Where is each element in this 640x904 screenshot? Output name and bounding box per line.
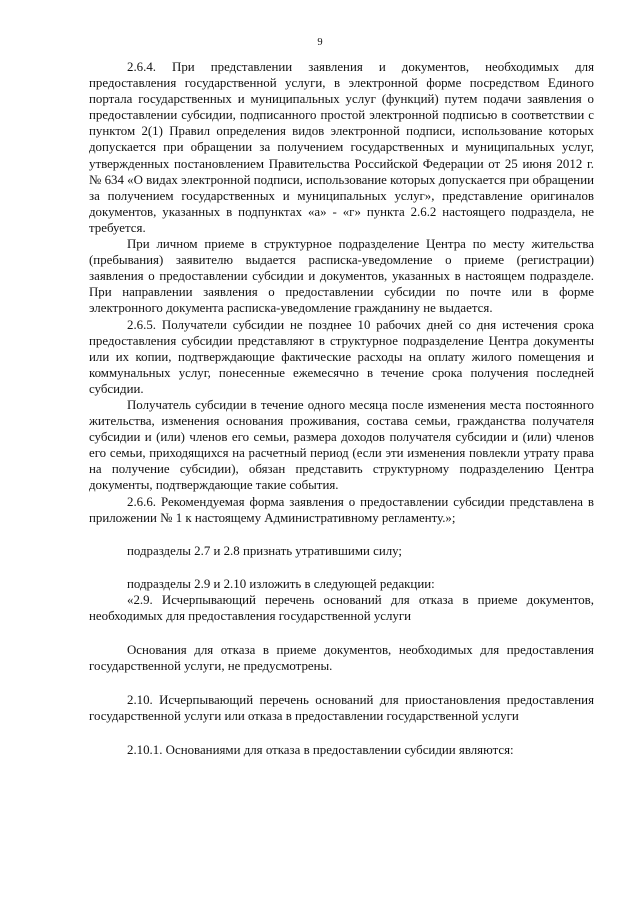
- paragraph-2-6-6: 2.6.6. Рекомендуемая форма заявления о предоставлении субсидии представлена в приложении № 1 к настоящему Административному регламенту.»;: [89, 494, 594, 525]
- paragraph-subsections-2-7-2-8: подразделы 2.7 и 2.8 признать утратившими силу;: [127, 543, 403, 558]
- page-number: 9: [317, 37, 323, 48]
- document-body: [89, 59, 594, 759]
- paragraph-2-6-4: 2.6.4. При представлении заявления и документов, необходимых для предоставления государственной услуги, в электронной форме посредством Единого портала государственных и муниципальных услуг (функций) путем подачи заявления о предоставлении субсидии, подписанного простой электронной подписью в соответствии с пунктом 2(1) Правил определения видов электронной подписи, использование которых допускается при обращении за получением государственных и муниципальных услуг, утвержденных постановлением Правительства Российской Федерации от 25 июня 2012 г. № 634 «О видах электронной подписи, использование которых допускается при обращении за получением государственных и муниципальных услуг», представление оригиналов документов, указанных в подпунктах «а» - «г» пункта 2.6.2 настоящего подраздела, не требуется.: [89, 60, 594, 235]
- paragraph-2-6-5: 2.6.5. Получатели субсидии не позднее 10 рабочих дней со дня истечения срока предоставления субсидии представляют в структурное подразделение Центра документы или их копии, подтверждающие фактические расходы на оплату жилого помещения и коммунальных услуг, понесенные ежемесячно в течение срока получения последней субсидии.: [89, 317, 594, 396]
- heading-2-9: «2.9. Исчерпывающий перечень оснований для отказа в приеме документов, необходимых для предоставления государственной услуги: [89, 592, 594, 623]
- paragraph-2-10-1: 2.10.1. Основаниями для отказа в предоставлении субсидии являются:: [127, 743, 514, 758]
- paragraph-personal-reception: При личном приеме в структурное подразделение Центра по месту жительства (пребывания) заявителю выдается расписка-уведомление о приеме (регистрации) заявления о предоставлении субсидии и документов, указанных в настоящем подразделе. При направлении заявления о предоставлении субсидии по почте или в форме электронного документа расписка-уведомление гражданину не выдается.: [89, 237, 594, 316]
- heading-2-10: 2.10. Исчерпывающий перечень оснований для приостановления предоставления государственной услуги или отказа в предоставлении государственной услуги: [89, 693, 594, 724]
- paragraph-recipient-obligations: Получатель субсидии в течение одного месяца после изменения места постоянного жительства, изменения основания проживания, состава семьи, гражданства получателя субсидии и (или) членов его семьи, размера доходов получателя субсидии и (или) членов его семьи, приходящихся на расчетный период (если эти изменения повлекли утрату права на получение субсидии), обязан представить структурному подразделению Центра документы, подтверждающие такие события.: [89, 397, 594, 493]
- paragraph-no-grounds: Основания для отказа в приеме документов, необходимых для предоставления государственной услуги, не предусмотрены.: [89, 643, 594, 674]
- paragraph-subsections-2-9-2-10: подразделы 2.9 и 2.10 изложить в следующей редакции:: [127, 576, 435, 591]
